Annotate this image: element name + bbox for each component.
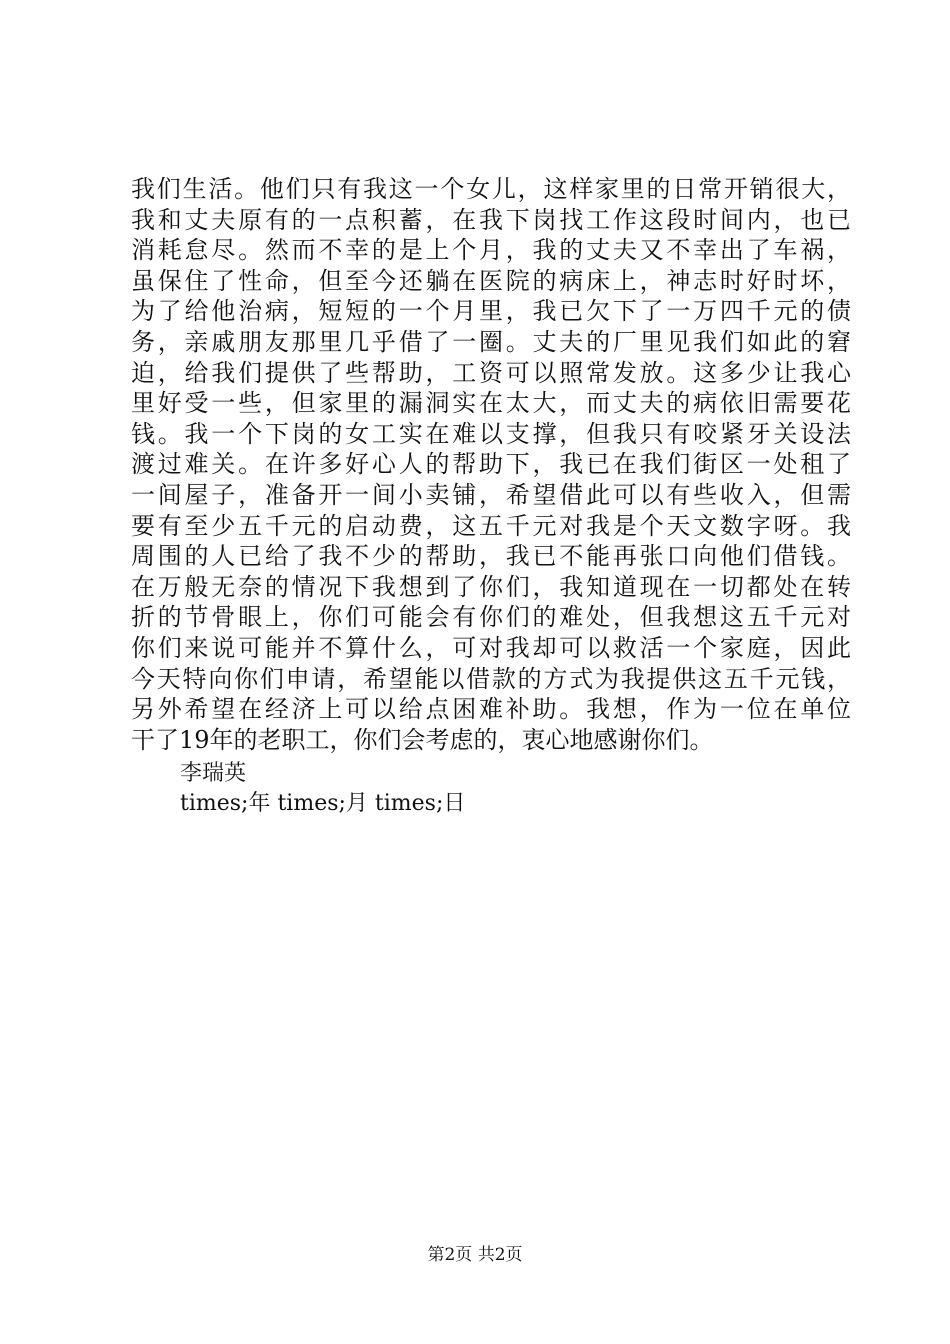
body-line: 干了19年的老职工，你们会考虑的，衷心地感谢你们。 xyxy=(131,725,714,754)
body-line: 务，亲戚朋友那里几乎借了一圈。丈夫的厂里见我们如此的窘 xyxy=(131,327,851,356)
body-line: 为了给他治病，短短的一个月里，我已欠下了一万四千元的债 xyxy=(131,297,851,326)
date-line: times;年 times;月 times;日 xyxy=(180,791,466,816)
body-line: 渡过难关。在许多好心人的帮助下，我已在我们街区一处租了 xyxy=(131,450,851,479)
body-line: 在万般无奈的情况下我想到了你们，我知道现在一切都处在转 xyxy=(131,572,851,601)
body-line: 虽保住了性命，但至今还躺在医院的病床上，神志时好时坏， xyxy=(131,266,851,295)
body-line: 今天特向你们申请，希望能以借款的方式为我提供这五千元钱， xyxy=(131,664,851,693)
body-line: 一间屋子，准备开一间小卖铺，希望借此可以有些收入，但需 xyxy=(131,480,851,509)
signature: 李瑞英 xyxy=(180,761,247,786)
body-line: 我们生活。他们只有我这一个女儿，这样家里的日常开销很大， xyxy=(131,175,851,203)
letter-body xyxy=(131,174,851,755)
body-line: 我和丈夫原有的一点积蓄，在我下岗找工作这段时间内，也已 xyxy=(131,205,851,234)
body-line: 周围的人已给了我不少的帮助，我已不能再张口向他们借钱。 xyxy=(131,542,851,571)
body-line: 钱。我一个下岗的女工实在难以支撑，但我只有咬紧牙关设法 xyxy=(131,419,851,448)
body-line: 迫，给我们提供了些帮助，工资可以照常发放。这多少让我心 xyxy=(131,358,851,387)
body-line: 消耗怠尽。然而不幸的是上个月，我的丈夫又不幸出了车祸， xyxy=(131,236,851,265)
body-line: 另外希望在经济上可以给点困难补助。我想，作为一位在单位 xyxy=(131,695,851,724)
body-line: 折的节骨眼上，你们可能会有你们的难处，但我想这五千元对 xyxy=(131,603,851,632)
page-footer: 第2页 共2页 xyxy=(427,1245,523,1265)
body-line: 要有至少五千元的启动费，这五千元对我是个天文数字呀。我 xyxy=(131,511,851,540)
body-line: 里好受一些，但家里的漏洞实在太大，而丈夫的病依旧需要花 xyxy=(131,389,851,418)
body-line: 你们来说可能并不算什么，可对我却可以救活一个家庭，因此 xyxy=(131,633,851,662)
